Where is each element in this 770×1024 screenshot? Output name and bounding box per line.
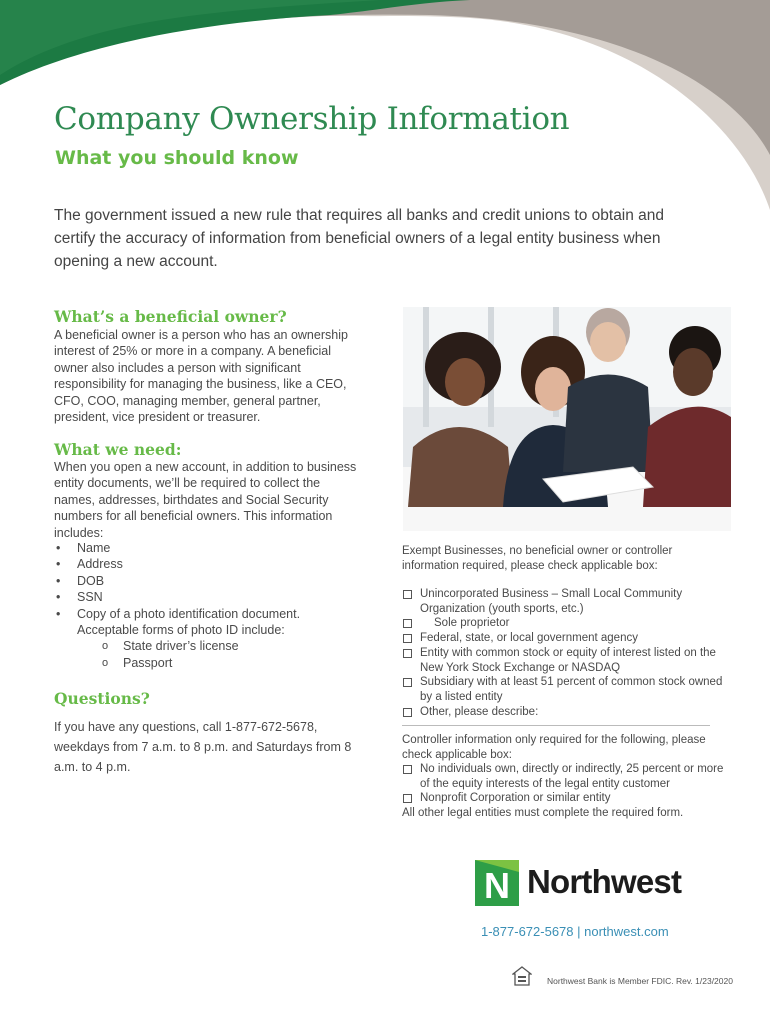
exempt-option[interactable]: [402, 646, 732, 675]
checkbox[interactable]: [403, 765, 412, 774]
controller-options: [402, 762, 732, 806]
option-label: Unincorporated Business – Small Local Community Organization (youth sports, etc.): [420, 588, 683, 615]
logo-wordmark: Northwest: [527, 863, 682, 900]
required-info-list: [54, 540, 354, 671]
option-label: Subsidiary with at least 51 percent of common stock owned by a listed entity: [420, 676, 723, 703]
exempt-option[interactable]: [402, 705, 732, 720]
footer-disclosure: Northwest Bank is Member FDIC. Rev. 1/23/2020: [547, 976, 733, 986]
option-label: Sole proprietor: [434, 617, 510, 630]
option-label: Nonprofit Corporation or similar entity: [420, 792, 611, 805]
list-item: • DOB: [54, 573, 354, 589]
controller-note: All other legal entities must complete the required form.: [402, 807, 684, 819]
questions-body: If you have any questions, call 1-877-672-5678, weekdays from 7 a.m. to 8 p.m. and Saturdays from 8 a.m. to 4 p.m.: [54, 720, 352, 774]
page-title: Company Ownership Information: [54, 101, 570, 137]
list-item: o State driver’s license: [77, 638, 354, 654]
exempt-options: [402, 587, 732, 719]
option-label: Federal, state, or local government agency: [420, 632, 638, 645]
list-item: [54, 606, 354, 672]
checkbox[interactable]: [403, 649, 412, 658]
list-item: • SSN: [54, 589, 354, 605]
northwest-logo-mark: [475, 860, 519, 906]
equal-housing-lender-icon: [512, 966, 532, 988]
exempt-intro: Exempt Businesses, no beneficial owner or controller information required, please check applicable box:: [402, 545, 673, 572]
team-meeting-photo: [403, 307, 731, 531]
section-divider: [402, 725, 710, 726]
what-we-need-body: When you open a new account, in addition to business entity documents, we’ll be required to collect the names, addresses, birthdates and Social Security numbers for all beneficial owners. This information includes:: [54, 460, 357, 540]
checkbox[interactable]: [403, 619, 412, 628]
list-item: o Passport: [77, 655, 354, 671]
checkbox[interactable]: [403, 634, 412, 643]
controller-option[interactable]: [402, 791, 732, 806]
checkbox[interactable]: [403, 708, 412, 717]
checkbox[interactable]: [403, 678, 412, 687]
option-label: Other, please describe:: [420, 705, 539, 718]
beneficial-owner-heading: What’s a beneficial owner?: [54, 307, 287, 326]
northwest-logo: [475, 860, 695, 908]
option-label: Entity with common stock or equity of interest listed on the New York Stock Exchange or NASDAQ: [420, 646, 716, 674]
option-label: No individuals own, directly or indirectly, 25 percent or more of the equity interests of the legal entity customer: [420, 763, 724, 790]
exempt-option[interactable]: [402, 631, 732, 646]
list-item: • Name: [54, 540, 354, 556]
intro-paragraph: The government issued a new rule that requires all banks and credit unions to obtain and certify the accuracy of information from beneficial owners of a legal entity business when opening a new account.: [54, 207, 665, 270]
list-item: • Address: [54, 556, 354, 572]
beneficial-owner-body: A beneficial owner is a person who has an ownership interest of 25% or more in a company. A beneficial owner also includes a person with significant responsibility for managing the business, like a CEO, CFO, COO, managing member, general partner, president, vice president or treasurer.: [54, 328, 348, 425]
logo-mark-letter: N: [484, 865, 510, 906]
photo-id-forms-list: [77, 638, 354, 671]
controller-intro: Controller information only required for the following, please check applicable box:: [402, 734, 706, 761]
photo-id-item-label: Copy of a photo identification document. Acceptable forms of photo ID include:: [77, 606, 301, 638]
questions-heading: Questions?: [54, 689, 150, 708]
contact-line[interactable]: 1-877-672-5678 | northwest.com: [481, 924, 669, 939]
controller-option[interactable]: [402, 762, 732, 791]
page-subtitle: What you should know: [55, 147, 299, 169]
exempt-option[interactable]: [402, 675, 732, 704]
exempt-option[interactable]: [402, 587, 732, 616]
exempt-option[interactable]: [402, 616, 732, 631]
checkbox[interactable]: [403, 590, 412, 599]
what-we-need-heading: What we need:: [54, 440, 182, 459]
checkbox[interactable]: [403, 794, 412, 803]
